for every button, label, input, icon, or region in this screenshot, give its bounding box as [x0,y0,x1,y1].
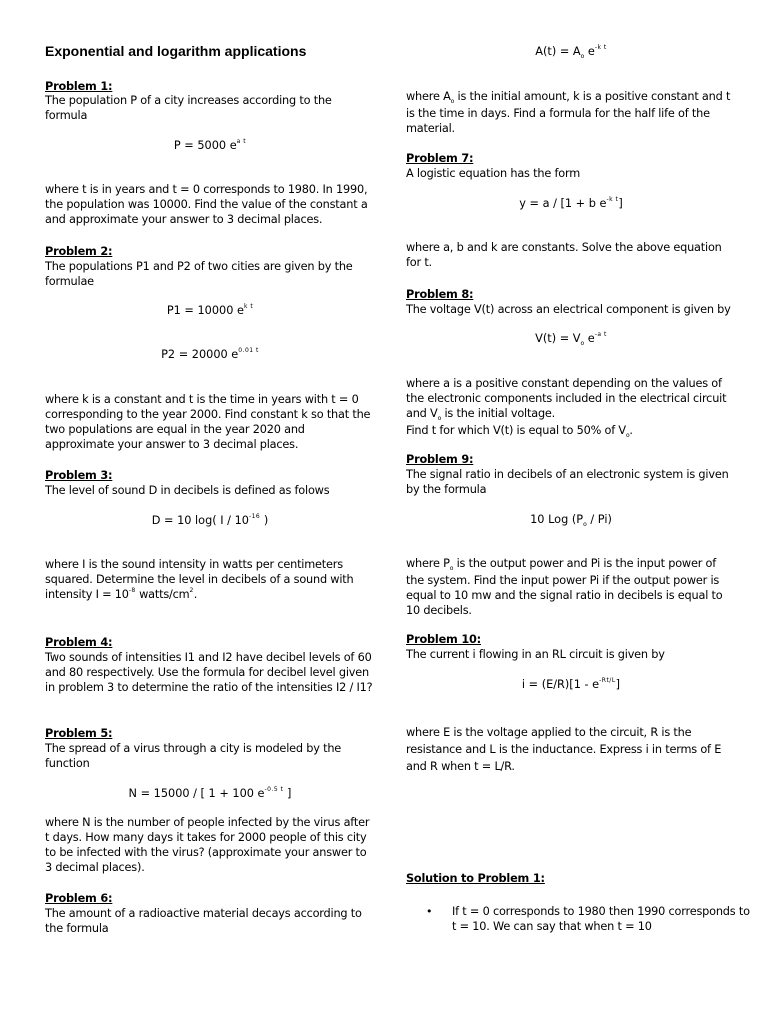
problem-3-heading: Problem 3: [45,469,113,482]
problem-9-intro: The signal ratio in decibels of an electronic system is given by the formula [406,468,729,496]
problem-2-intro: The populations P1 and P2 of two cities are given by the formulae [45,260,353,288]
problem-2-heading: Problem 2: [45,245,113,258]
problem-9-heading: Problem 9: [406,453,474,466]
problem-7-body: where a, b and k are constants. Solve the above equation for t. [406,241,722,269]
problem-6-body: where $A_o$ is the initial amount, k is a positive constant and t is the time in days. Find a formula for the half life of the material. [406,90,731,135]
problem-10-body: where E is the voltage applied to the circuit, R is the resistance and L is the inductance. Express i in terms of E and R when t = L/R. [406,726,722,773]
problem-8-body: where a is a positive constant depending on the values of the electronic components included in the electrical circuit and $V_o$ is the initial voltage. Find t for which V(t) is equal to 50% of $V_o$. [406,377,727,439]
problem-1-heading: Problem 1: [45,80,113,93]
problem-6-intro: The amount of a radioactive material decays according to the formula [45,907,362,935]
problem-8-intro: The voltage V(t) across an electrical component is given by [406,303,731,316]
problem-10-equation: $i = (E/R)[1 - e^{-Rt/L}]$ [521,677,621,691]
problem-5-intro: The spread of a virus through a city is modeled by the function [45,742,342,770]
problem-6-equation: $A(t) = A_o$ $e^{-k t}$ [535,44,607,60]
problem-1-body: where t is in years and t = 0 corresponds to 1980. In 1990, the population was 10000. Find the value of the constant a and approximate your answer to 3 decimal places. [45,183,368,226]
problem-10-heading: Problem 10: [406,633,481,646]
problem-2-body: where k is a constant and t is the time in years with t = 0 corresponding to the year 2000. Find constant k so that the two populations are equal in the year 2020 and approximate your answer to 3 decimal places. [45,393,371,451]
problem-9-equation: 10 Log $(P_o / Pi)$ [530,513,612,528]
bullet-icon: • [426,905,433,918]
problem-3-body: where I is the sound intensity in watts per centimeters squared. Determine the level in decibels of a sound with intensity $I = 10^{-8}$ watts/$cm^2$. [45,558,354,601]
problem-10-intro: The current i flowing in an RL circuit is given by [406,648,665,661]
problem-5-equation: N = 15000 / [ 1 + 100 $e^{-0.5 t}$ ] [128,786,292,800]
problem-6-heading: Problem 6: [45,892,113,905]
problem-9-body: where $P_o$ is the output power and Pi is the input power of the system. Find the input power Pi if the output power is equal to 10 mw and the signal ratio in decibels is equal to 10 decibels. [406,557,723,617]
problem-8-heading: Problem 8: [406,288,474,301]
problem-4-body: Two sounds of intensities I1 and I2 have decibel levels of 60 and 80 respectively. Use the formula for decibel level given in problem 3 to determine the ratio of the intensities I2 / I1? [45,651,373,694]
problem-7-equation: y = a / [1 + b $e^{-k t}$] [519,196,623,210]
problem-5-heading: Problem 5: [45,727,113,740]
problem-3-intro: The level of sound D in decibels is defined as folows [45,484,330,497]
page-title: Exponential and logarithm applications [45,43,307,59]
problem-2-equation-1: P1 = 10000 $e^{k t}$ [166,303,254,317]
problem-3-equation: D = 10 log( I / $10^{-16}$ ) [151,513,269,527]
problem-7-heading: Problem 7: [406,152,474,165]
problem-5-body: where N is the number of people infected by the virus after t days. How many days it takes for 2000 people of this city to be infected with the virus? (approximate your answer to 3 decimal places). [45,816,370,874]
problem-7-intro: A logistic equation has the form [406,167,580,180]
problem-1-equation: P = 5000 $e^{a t}$ [173,138,247,152]
problem-1-intro: The population P of a city increases according to the formula [45,94,332,122]
solution-bullet-text: If t = 0 corresponds to 1980 then 1990 corresponds to t = 10. We can say that when t = 10 [452,905,750,933]
solution-1-heading: Solution to Problem 1: [406,872,545,885]
problem-4-heading: Problem 4: [45,636,113,649]
problem-2-equation-2: P2 = 20000 $e^{0.01 t}$ [161,347,259,361]
problem-8-equation: $V(t) = V_o$ $e^{-a t}$ [535,331,607,347]
